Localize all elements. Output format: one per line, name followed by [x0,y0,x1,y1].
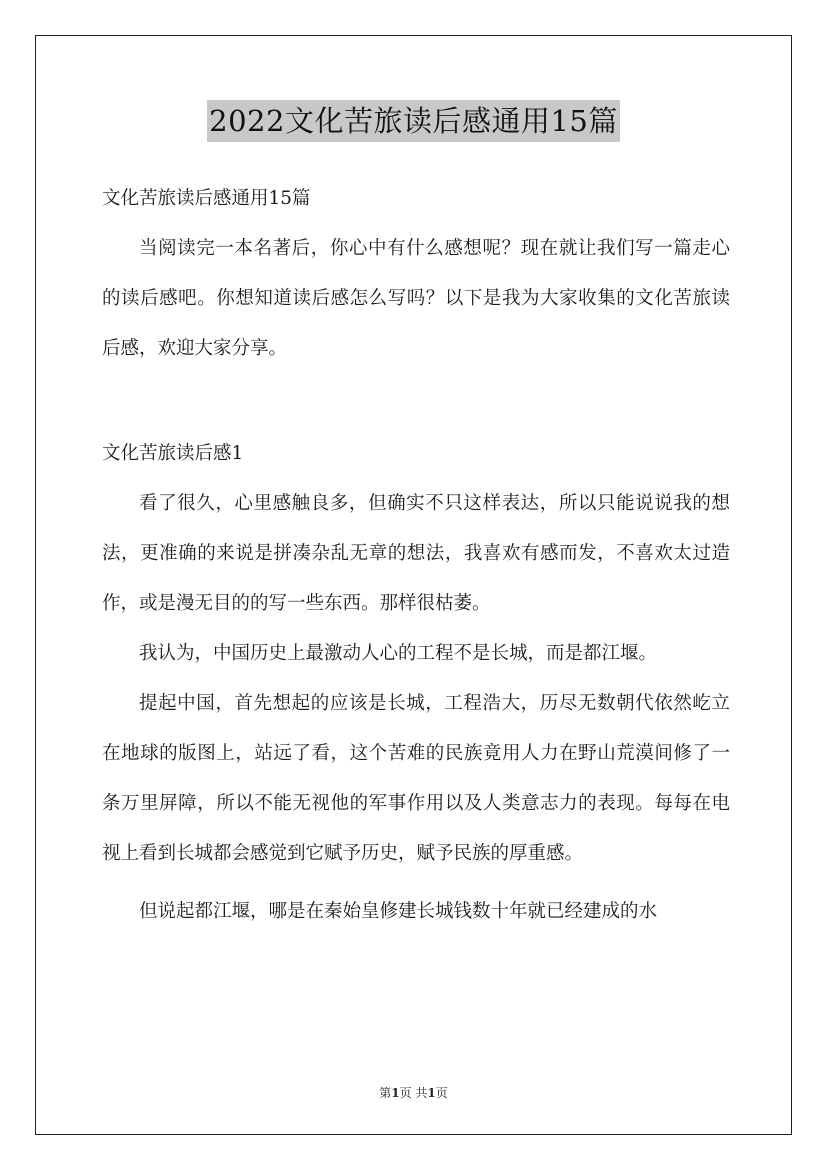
document-subtitle: 文化苦旅读后感通用15篇 [102,188,311,209]
body-paragraph-3: 提起中国，首先想起的应该是长城，工程浩大，历尽无数朝代依然屹立在地球的版图上，站远了看，这个苦难的民族竟用人力在野山荒漠间修了一条万里屏障，所以不能无视他的军事作用以及人类意志力的表现。每每在电视上看到长城都会感觉到它赋予历史，赋予民族的厚重感。 [102,693,730,864]
page-footer [0,1084,827,1101]
footer-suffix: 页 [435,1086,448,1100]
footer-page-current: 1 [391,1086,400,1100]
document-title: 2022文化苦旅读后感通用15篇 [207,100,620,142]
title-container [0,100,827,142]
body-paragraph-1: 看了很久，心里感触良多，但确实不只这样表达，所以只能说说我的想法，更准确的来说是拼凑杂乱无章的想法，我喜欢有感而发，不喜欢太过造作，或是漫无目的的写一些东西。那样很枯萎。 [102,493,730,614]
document-body [102,174,730,937]
footer-prefix: 第 [379,1086,392,1100]
footer-mid: 页 共 [399,1086,428,1100]
section-heading: 文化苦旅读后感1 [102,443,244,464]
body-paragraph-2: 我认为，中国历史上最激动人心的工程不是长城，而是都江堰。 [139,643,658,664]
footer-page-total: 1 [427,1086,436,1100]
body-paragraph-4: 但说起都江堰，哪是在秦始皇修建长城钱数十年就已经建成的水 [139,901,658,922]
intro-paragraph: 当阅读完一本名著后，你心中有什么感想呢？现在就让我们写一篇走心的读后感吧。你想知道读后感怎么写吗？以下是我为大家收集的文化苦旅读后感，欢迎大家分享。 [102,238,730,359]
